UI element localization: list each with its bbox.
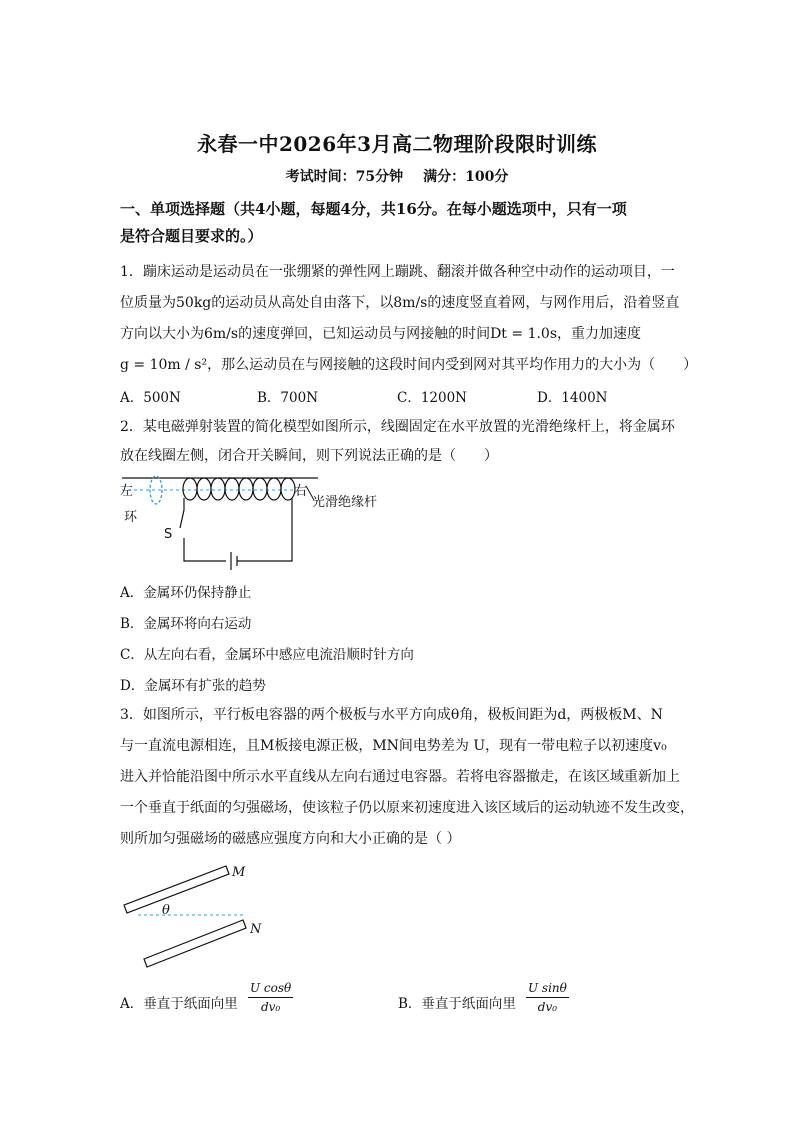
label-right: 右	[294, 484, 308, 499]
capacitor-figure	[118, 858, 298, 973]
q1-line3: 方向以大小为6m/s的速度弹回，已知运动员与网接触的时间Dt = 1.0s，重力加速度	[120, 326, 642, 342]
q2-line1: 2．某电磁弹射装置的简化模型如图所示，线圈固定在水平放置的光滑绝缘杆上，将金属环	[120, 419, 675, 435]
q3-line2: 与一直流电源相连，且M板接电源正极，MN间电势差为 U，现有一带电粒子以初速度v₀	[120, 738, 667, 754]
circuit-wires	[180, 498, 292, 570]
q3-option-a-numerator: U cosθ	[250, 981, 292, 995]
q1-option-b: B．700N	[257, 390, 319, 406]
plate-m	[124, 866, 229, 913]
label-switch: S	[164, 527, 173, 542]
section-heading-line2: 是符合题目要求的。）	[120, 227, 263, 245]
page-title: 永春一中2026年3月高二物理阶段限时训练	[196, 132, 598, 156]
label-ring: 环	[124, 510, 138, 525]
plate-n	[144, 920, 246, 967]
q1-option-a: A．500N	[120, 390, 181, 406]
q3-option-a-denominator: dv₀	[260, 1000, 281, 1014]
label-left: 左	[120, 484, 134, 499]
section-heading	[120, 196, 680, 250]
label-rod: 光滑绝缘杆	[312, 495, 378, 510]
q2-option-a: A．金属环仍保持静止	[120, 585, 252, 601]
q1-option-c: C．1200N	[397, 390, 467, 406]
q2-option-d: D．金属环有扩张的趋势	[120, 678, 266, 694]
coil-figure	[118, 468, 398, 573]
q1-line4: g = 10m / s²，那么运动员在与网接触的这段时间内受到网对其平均作用力的大小为（ ）	[120, 357, 698, 373]
q3-line1: 3．如图所示，平行板电容器的两个极板与水平方向成θ角，极板间距为d，两极板M、N	[120, 707, 663, 723]
q2-option-b: B．金属环将向右运动	[120, 616, 252, 632]
label-theta: θ	[162, 903, 170, 918]
exam-time: 考试时间：75分钟	[285, 169, 404, 185]
q3-option-b-denominator: dv₀	[537, 1000, 558, 1014]
coil-loops	[183, 478, 295, 500]
label-m: M	[232, 865, 246, 880]
q2-option-c: C．从左向右看，金属环中感应电流沿顺时针方向	[120, 647, 414, 663]
q3-line4: 一个垂直于纸面的匀强磁场，使该粒子仍以原来初速度进入该区域后的运动轨迹不发生改变，	[120, 800, 694, 816]
q3-option-b-fraction	[526, 980, 569, 1015]
q3-option-a-fraction	[248, 980, 293, 1015]
q3-option-a: A．垂直于纸面向里	[120, 996, 238, 1012]
q1-line2: 位质量为50kg的运动员从高处自由落下，以8m/s的速度竖直着网，与网作用后，沿着竖直	[120, 295, 680, 311]
section-heading-line1: 一、单项选择题（共4小题，每题4分，共16分。在每小题选项中，只有一项	[120, 200, 627, 218]
exam-info	[0, 166, 794, 186]
q3-option-b-numerator: U sinθ	[528, 981, 567, 995]
q3-option-b: B．垂直于纸面向里	[398, 996, 516, 1012]
q1-option-d: D．1400N	[537, 390, 608, 406]
q2-line2: 放在线圈左侧，闭合开关瞬间，则下列说法正确的是（ ）	[120, 448, 498, 464]
q3-line5: 则所加匀强磁场的磁感应强度方向和大小正确的是（ ）	[120, 831, 461, 847]
q3-line3: 进入并恰能沿图中所示水平直线从左向右通过电容器。若将电容器撤走，在该区域重新加上	[120, 769, 680, 785]
full-score: 满分：100分	[423, 169, 509, 185]
q1-line1: 1．蹦床运动是运动员在一张绷紧的弹性网上蹦跳、翻滚并做各种空中动作的运动项目，一	[120, 264, 675, 280]
label-n: N	[250, 922, 262, 937]
